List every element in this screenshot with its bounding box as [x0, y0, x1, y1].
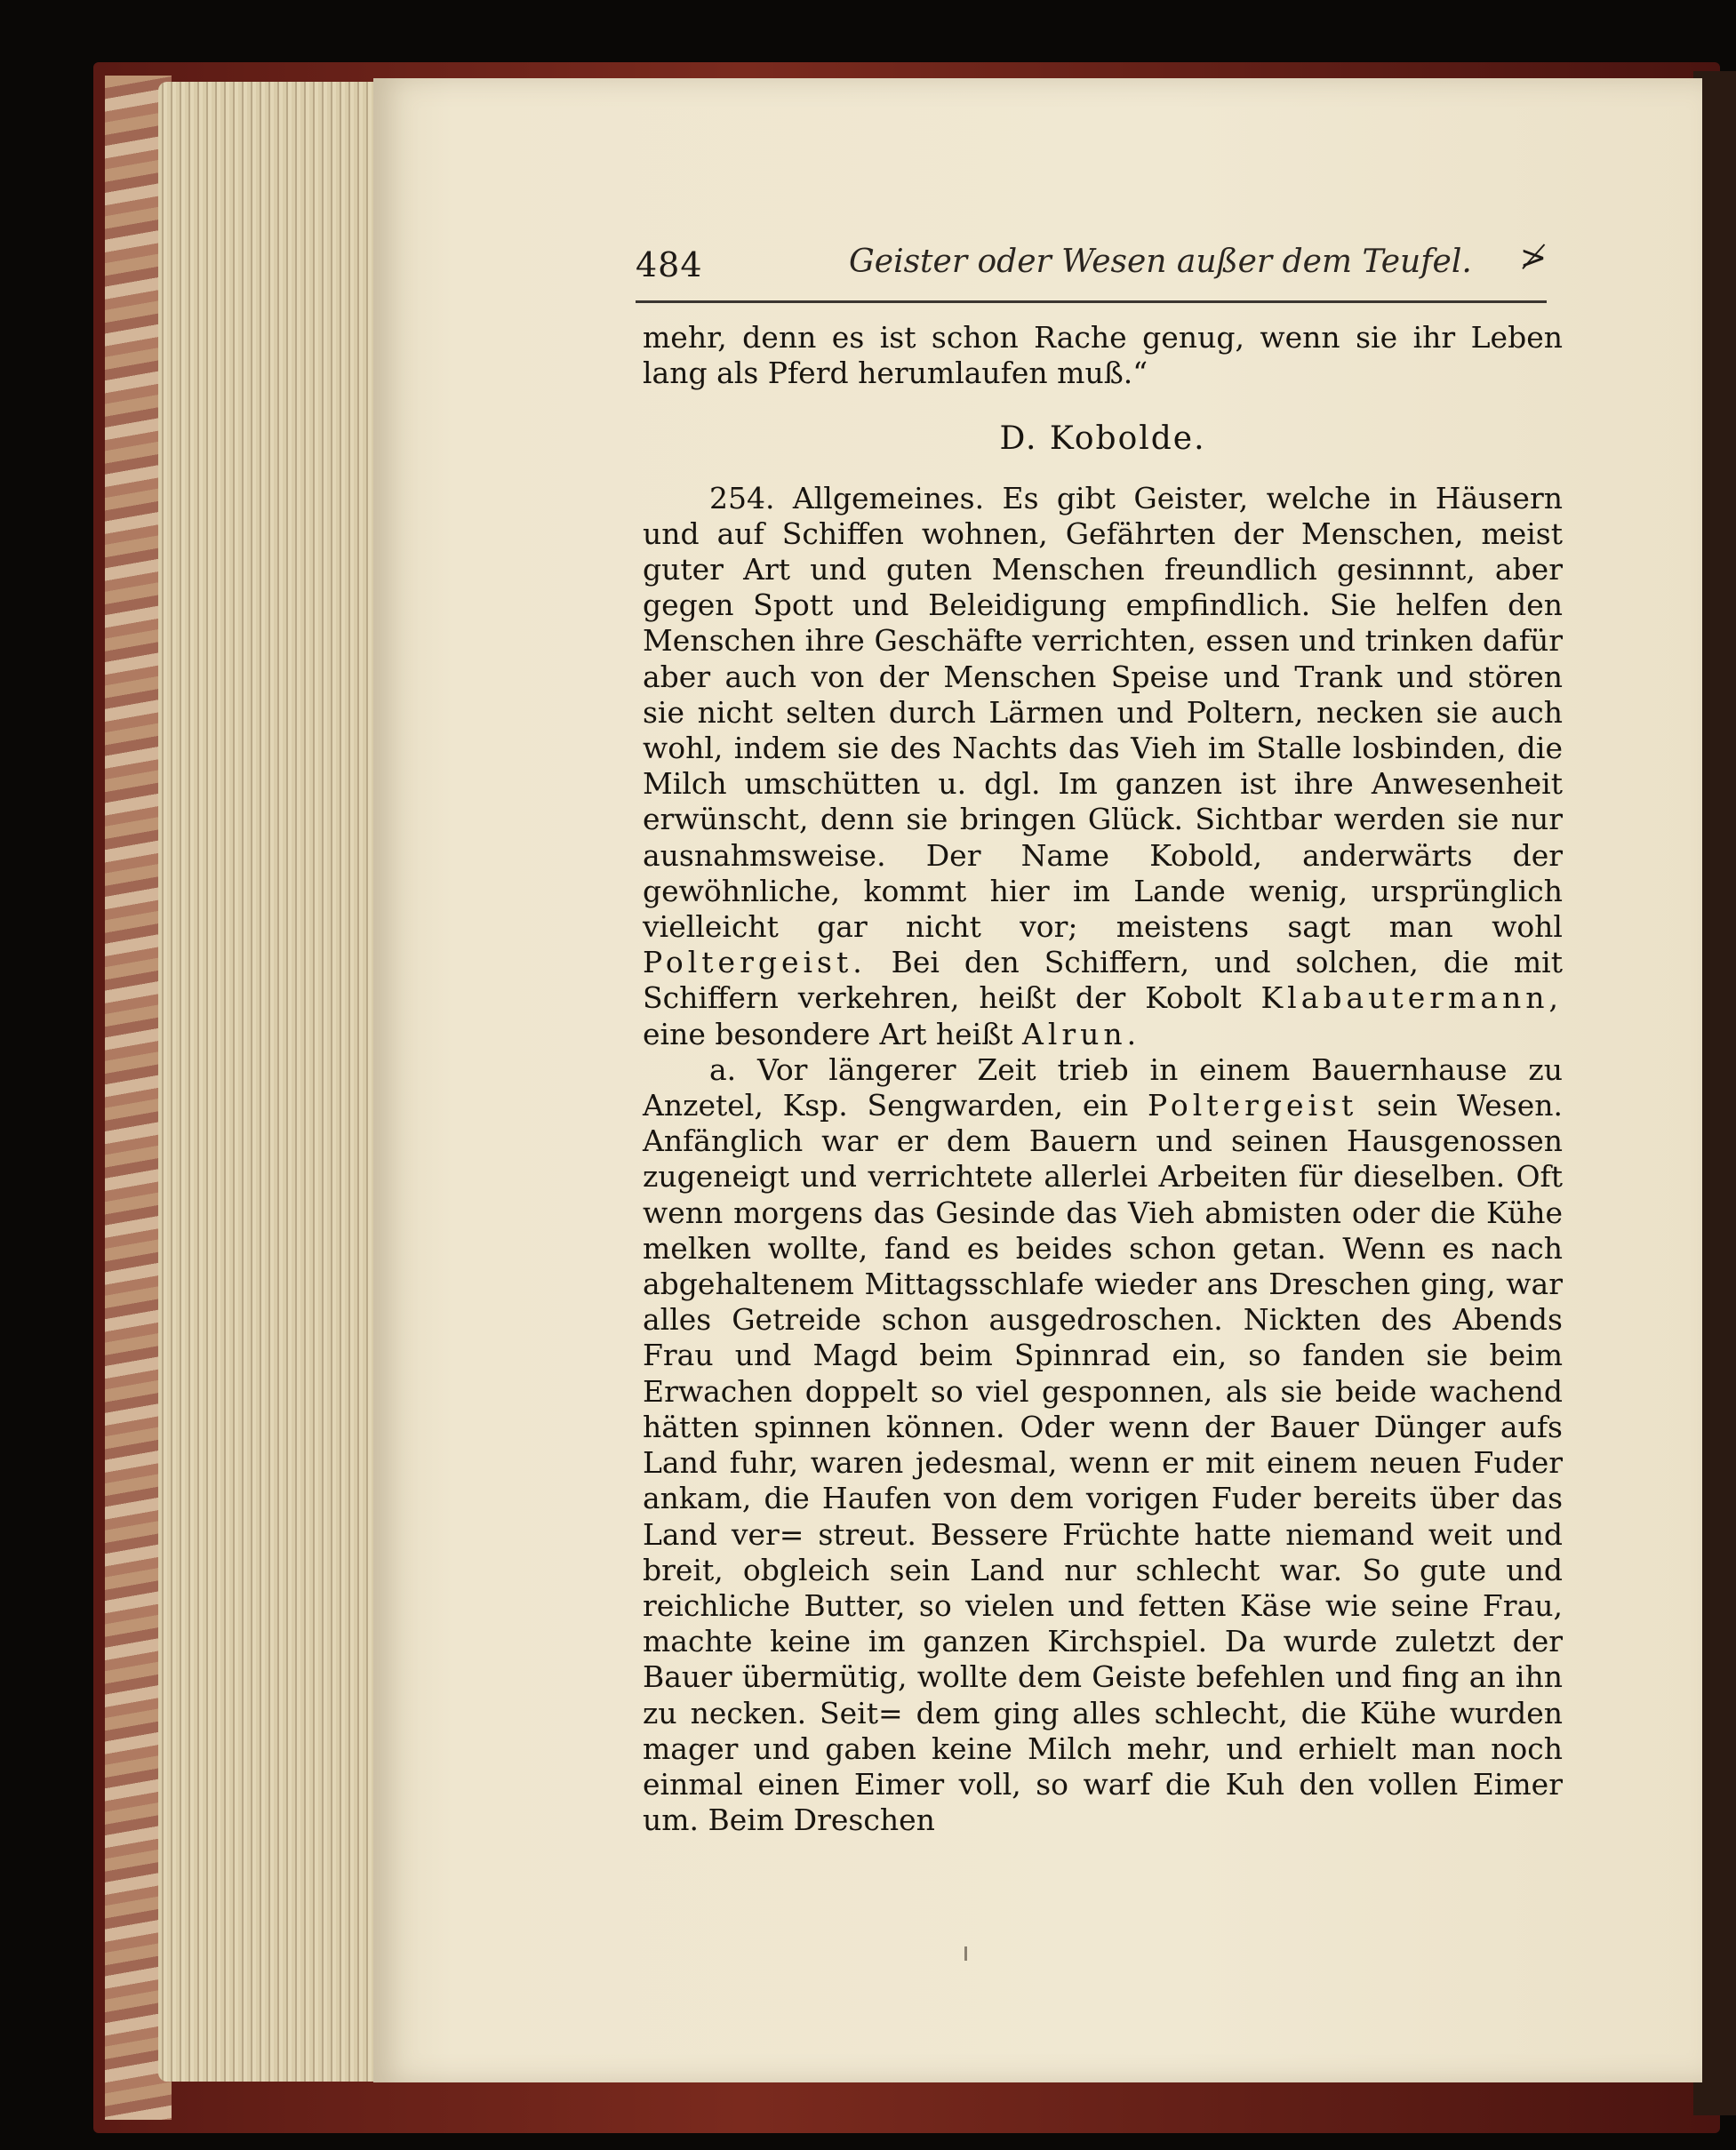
paragraph-heading: Allgemeines. — [792, 480, 985, 516]
continuation-paragraph: mehr, denn es ist schon Rache genug, wenn sie ihr Leben lang als Pferd herumlaufen muß.“ — [643, 320, 1563, 391]
catchword-mark: ≯ — [1519, 240, 1547, 276]
paragraph-text: eine besondere Art heißt — [643, 1016, 1013, 1051]
paragraph-text: Es gibt Geister, welche in Häusern und auf Schiffen wohnen, Gefährten der Menschen, meist guter Art und guten Menschen freundlich gesinnnt, aber gegen Spott und Beleidigung empfindlich. Sie helfen den Menschen ihre Geschäfte verrichten, essen und trinken dafür aber auch von der Menschen Speise und Trank und stören sie nicht selten durch Lärmen und Poltern, necken sie auch wohl, indem sie des Nachts das Vieh im Stalle losbinden, die Milch umschütten u. dgl. Im ganzen ist ihre Anwesenheit erwünscht, denn sie bringen Glück. Sichtbar werden sie nur ausnahmsweise. Der Name Kobold, anderwärts der gewöhnliche, kommt hier im Lande wenig, ursprünglich vielleicht gar nicht vor; meistens sagt man wohl — [643, 480, 1563, 945]
paragraph-a — [643, 1052, 1563, 1838]
page-blemish — [964, 1946, 967, 1961]
paragraph-number: 254. — [709, 480, 775, 516]
running-head — [636, 238, 1547, 303]
page-number: 484 — [636, 245, 703, 284]
page-edges — [158, 82, 389, 2082]
term-alrun: Alrun. — [1022, 1016, 1141, 1051]
section-title: D. Kobolde. — [999, 420, 1206, 458]
body-text — [643, 320, 1563, 1838]
paragraph-text: Vor längerer Zeit trieb in einem Bauernhause zu Anzetel, Ksp. Sengwarden, ein — [643, 1051, 1564, 1123]
term-klabautermann: Klabautermann, — [1260, 980, 1563, 1016]
paragraph-254 — [643, 481, 1563, 1052]
paragraph-text: Bei den Schiffern, und solchen, die mit Schiffern verkehren, heißt der Kobolt — [643, 945, 1563, 1016]
paragraph-label: a. — [709, 1051, 737, 1087]
term-poltergeist: Poltergeist — [1147, 1088, 1358, 1123]
running-head-title: Geister oder Wesen außer dem Teufel. — [849, 244, 1472, 280]
paragraph-text: sein Wesen. Anfänglich war er dem Bauern und seinen Hausgenossen zugeneigt und verrichtete allerlei Arbeiten für dieselben. Oft wenn morgens das Gesinde das Vieh abmisten oder die Kühe melken wollte, fand es beides schon getan. Wenn es nach abgehaltenem Mittagsschlafe wieder ans Dreschen ging, war alles Getreide schon ausgedroschen. Nickten des Abends Frau und Magd beim Spinnrad ein, so fanden sie beim Erwachen doppelt so viel gesponnen, als sie beide wachend hätten spinnen können. Oder wenn der Bauer Dünger aufs Land fuhr, waren jedesmal, wenn er mit einem neuen Fuder ankam, die Haufen von dem vorigen Fuder bereits über das Land ver= streut. Bessere Früchte hatte niemand weit und breit, obgleich sein Land nur schlecht war. So gute und reichliche Butter, so vielen und fetten Käse wie seine Frau, machte keine im ganzen Kirchspiel. Da wurde zuletzt der Bauer übermütig, wollte dem Geiste befehlen und fing an ihn zu necken. Seit= dem ging alles schlecht, die Kühe wurden mager und gaben keine Milch mehr, und erhielt man noch einmal einen Eimer voll, so warf die Kuh den vollen Eimer um. Beim Dreschen — [643, 1088, 1563, 1838]
term-poltergeist: Poltergeist. — [643, 945, 867, 980]
